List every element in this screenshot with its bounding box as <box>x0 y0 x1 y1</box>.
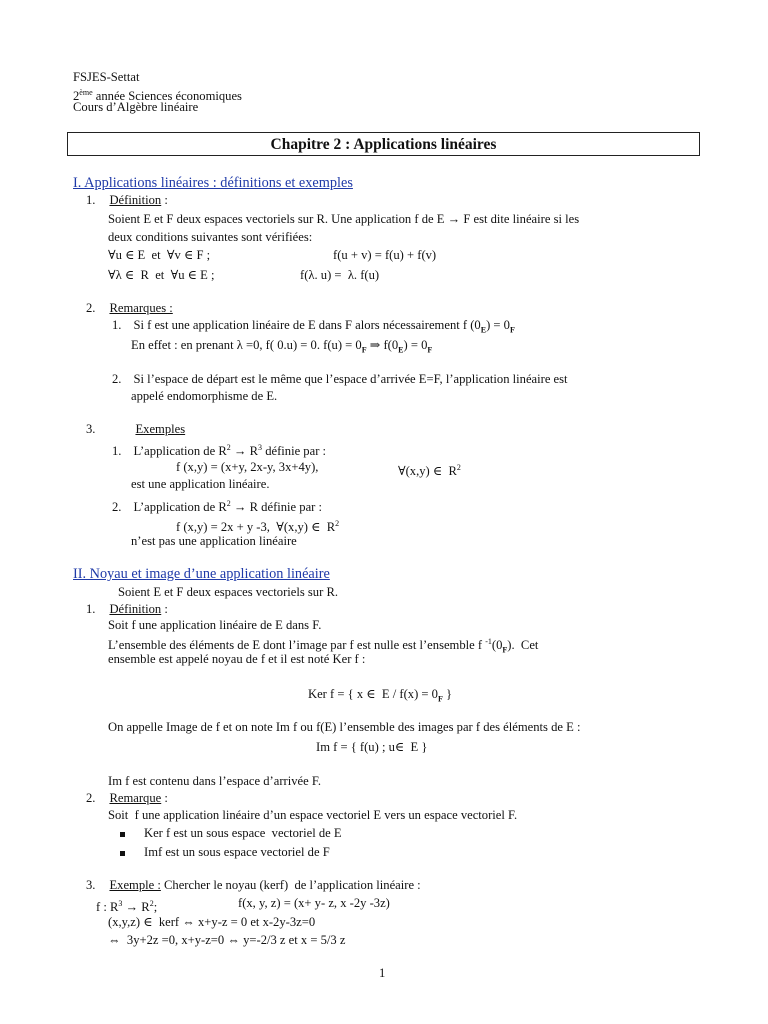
equivalence-icon: ⇔ <box>108 933 121 947</box>
s2-remark-label: 2. Remarque : <box>86 791 168 805</box>
remark-2-line2: appelé endomorphisme de E. <box>131 389 278 403</box>
arrow-icon: → <box>125 900 139 915</box>
example-1-line1: 1. L’application de $R^2 \to R^3$ définie par : <box>112 443 327 459</box>
element-of-icon: ∈ <box>125 248 135 262</box>
element-of-icon: ∈ <box>311 520 321 535</box>
section-2-heading: II. Noyau et image d’une application linéaire <box>73 566 330 582</box>
s1-remarks-label: 2. Remarques : <box>86 301 173 315</box>
example-map-formula: f(x, y, z) = (x+ y- z, x -2y -3z) <box>238 896 390 910</box>
condition-2-equation: f(λ. u) = λ. f(u) <box>300 268 380 282</box>
forall-icon: ∀ <box>398 464 406 479</box>
condition-1-equation: f(u + v) = f(u) + f(v) <box>333 248 437 262</box>
forall-icon: ∀ <box>170 268 179 282</box>
example-1-result: est une application linéaire. <box>131 477 270 491</box>
remark-2-line1: 2. Si l’espace de départ est le même que l’espace d’arrivée E=F, l’application linéaire est <box>112 372 568 386</box>
s1-def-line1: Soient E et F deux espaces vectoriels sur R. Une application f de E → F est dite linéaire si les <box>108 212 580 226</box>
s2-intro: Soient E et F deux espaces vectoriels sur R. <box>118 585 338 599</box>
arrow-icon: → <box>447 212 461 226</box>
element-of-icon: ∈ <box>394 740 405 754</box>
s1-def-label: 1. Définition : <box>86 193 168 207</box>
year-line: 2ème année Sciences économiques <box>73 88 242 104</box>
s2-def-line3: ensemble est appelé noyau de f et il est noté Ker f : <box>108 652 366 666</box>
forall-icon: ∀ <box>108 268 116 282</box>
condition-1: ∀u ∈ E et ∀v ∈ F ; <box>108 248 211 262</box>
element-of-icon: ∈ <box>183 248 194 262</box>
equivalence-icon: ⇔ <box>182 915 195 929</box>
s1-examples-label: 3. Exemples <box>86 422 186 436</box>
section-1-heading: I. Applications linéaires : définitions et exemples <box>73 175 353 191</box>
example-1-domain: ∀(x,y) ∈ $R^2$ <box>398 463 461 479</box>
s2-example-line: 3. Exemple : Chercher le noyau (kerf) de l’application linéaire : <box>86 878 421 892</box>
page-number: 1 <box>379 966 386 980</box>
element-of-icon: ∈ <box>366 687 376 701</box>
example-map: f : $R^3 \to R^2$; <box>96 899 158 915</box>
equivalence-icon: ⇔ <box>227 933 240 947</box>
example-1-formula: f (x,y) = (x+y, 2x-y, 3x+4y), <box>176 460 319 474</box>
example-2-formula: f (x,y) = 2x + y -3, ∀(x,y) ∈ $R^2$ <box>176 519 340 535</box>
bullet-item: Ker f est un sous espace vectoriel de E <box>120 826 342 841</box>
course-name: Cours d’Algèbre linéaire <box>73 100 199 114</box>
s1-def-line2: deux conditions suivantes sont vérifiées: <box>108 230 313 244</box>
s2-def-line1: Soit f une application linéaire de E dans F. <box>108 618 322 632</box>
s2-def-label: 1. Définition : <box>86 602 168 616</box>
image-definition: Im f = { f(u) ; u∈ E } <box>316 740 428 754</box>
forall-icon: ∀ <box>276 520 284 535</box>
image-contained: Im f est contenu dans l’espace d’arrivée F. <box>108 774 321 788</box>
forall-icon: ∀ <box>108 248 116 262</box>
s2-remark-line: Soit f une application linéaire d’un espace vectoriel E vers un espace vectoriel F. <box>108 808 518 822</box>
element-of-icon: ∈ <box>124 268 135 282</box>
s2-def-line2: L’ensemble des éléments de E dont l’image par f est nulle est l’ensemble f $^{-1}(0_F)$. Cet <box>108 637 539 655</box>
kernel-condition: (x,y,z) ∈ kerf ⇔ x+y-z = 0 et x-2y-3z=0 <box>108 915 316 929</box>
element-of-icon: ∈ <box>143 915 153 929</box>
example-2-line1: 2. L’application de $R^2 \to R$ définie par : <box>112 499 323 515</box>
bullet-icon <box>120 851 125 856</box>
element-of-icon: ∈ <box>432 464 443 479</box>
remark-1-line2: En effet : en prenant λ =0, f( 0.u) = 0. $f(u) = 0_F$ ⇒ $f(0_E) = 0_F$ <box>131 338 433 355</box>
condition-2: ∀λ ∈ R et ∀u ∈ E ; <box>108 268 215 282</box>
bullet-item: Imf est un sous espace vectoriel de F <box>120 845 330 860</box>
arrow-icon: → <box>233 444 247 459</box>
institution: FSJES-Settat <box>73 70 140 84</box>
example-2-result: n’est pas une application linéaire <box>131 534 297 548</box>
arrow-icon: → <box>233 500 247 515</box>
element-of-icon: ∈ <box>187 268 197 282</box>
image-intro: On appelle Image de f et on note Im f ou f(E) l’ensemble des images par f des éléments de E : <box>108 720 581 734</box>
forall-icon: ∀ <box>166 248 175 262</box>
kernel-solution: ⇔ 3y+2z =0, x+y-z=0 ⇔ y=-2/3 z et x = 5/3 z <box>108 933 346 947</box>
kernel-definition: Ker f = { x ∈ $E / f(x) = 0_F$ } <box>308 687 453 704</box>
chapter-title-box <box>67 132 700 156</box>
bullet-icon <box>120 832 125 837</box>
chapter-title: Chapitre 2 : Applications linéaires <box>270 136 497 153</box>
remark-1-line1: 1. Si f est une application linéaire de E dans F alors nécessairement f $(0_E) = 0_F$ <box>112 318 515 335</box>
implies-icon: ⇒ <box>369 338 381 352</box>
